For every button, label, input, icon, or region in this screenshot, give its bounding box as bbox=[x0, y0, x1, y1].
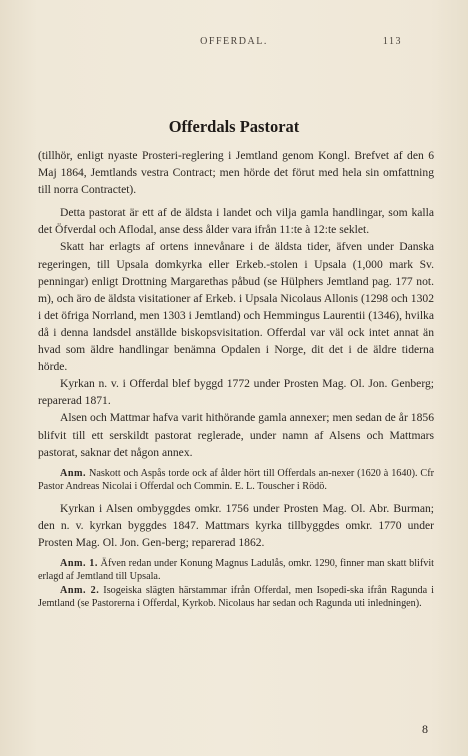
paragraph-age: Detta pastorat är ett af de äldsta i landet och vilja gamla handlingar, som kalla det Öfverdal och Aflodal, anse dess ålder vara ifrån 11:te à 12:te seklet. bbox=[38, 206, 434, 237]
paragraph-intro: (tillhör, enligt nyaste Prosteri-reglering i Jemtland genom Kongl. Brefvet af den 6 Maj 1864, Jemtlands vestra Contract; men hörde det förut med hela sin omfattning till norra Contractet). bbox=[38, 149, 434, 197]
note-2-text: Äfven redan under Konung Magnus Ladulås, omkr. 1290, finner man skatt blifvit erlagd af Jemtland till Upsala. bbox=[38, 557, 435, 583]
note-3-text: Isogeiska slägten härstammar ifrån Offerdal, men Isopedi-ska ifrån Ragunda i Jemtland (se Pastorerna i Offerdal, Kyrkob. Nicolaus har sedan och Ragunda uti inledningen). bbox=[38, 584, 434, 609]
note-3-label: Anm. 2. bbox=[60, 584, 100, 596]
paragraph-church: Kyrkan n. v. i Offerdal blef byggd 1772 under Prosten Mag. Ol. Jon. Genberg; reparerad 1871. bbox=[38, 377, 434, 408]
note-2 bbox=[38, 557, 434, 584]
running-head bbox=[0, 36, 468, 50]
body-text bbox=[38, 147, 434, 610]
note-1 bbox=[38, 467, 434, 494]
note-3 bbox=[38, 584, 434, 611]
note-2-label: Anm. 1. bbox=[60, 557, 98, 569]
note-1-text: Naskott och Aspås torde ock af ålder hört till Offerdals an-nexer (1620 à 1640). Cfr Pastor Andreas Nicolai i Offerdal och Commin. E. L. Touscher i Rödö. bbox=[38, 467, 434, 493]
running-title: OFFERDAL. bbox=[200, 36, 268, 47]
page-number: 113 bbox=[382, 36, 402, 47]
page-title: Offerdals Pastorat bbox=[168, 117, 300, 136]
paragraph-annexes: Alsen och Mattmar hafva varit hithörande gamla annexer; men sedan de år 1856 blifvit till ett serskildt pastorat reglerade, under namn af Alsens och Mattmars pastorat, saknar det någon annex. bbox=[38, 411, 434, 459]
paragraph-alsen-church: Kyrkan i Alsen ombyggdes omkr. 1756 under Prosten Mag. Ol. Abr. Burman; den n. v. kyrkan byggdes 1847. Mattmars kyrka tillbyggdes omkr. 1770 under Prosten Mag. Ol. Jon. Gen-berg; reparerad 1862. bbox=[38, 501, 434, 549]
paragraph-tax: Skatt har erlagts af ortens innevånare i de äldsta tider, äfven under Danska regeringen, till Upsala domkyrka eller Erkeb.-stolen i Upsala (1,000 mark Sv. penningar) enligt Drottning Margarethas påbud (se Hülphers Jemtland pag. 177 not. m), och äro de äldsta visitationer af Erkeb. i Upsala Nicolaus Allonis (1298 och 1302 i det öfriga Norrland, men 1303 i Jemtland) och Hemmingus Laurentii (1346), hvilka då i denna landsdel anställde biskopsvisitation. Offerdal var väl ock intet annat än hvad som äldre handlingar benämna Opdalen i Norge, dit det i de äldre tiderna hörde. bbox=[38, 240, 434, 374]
note-1-label: Anm. bbox=[60, 467, 87, 479]
signature-mark: 8 bbox=[422, 722, 428, 736]
